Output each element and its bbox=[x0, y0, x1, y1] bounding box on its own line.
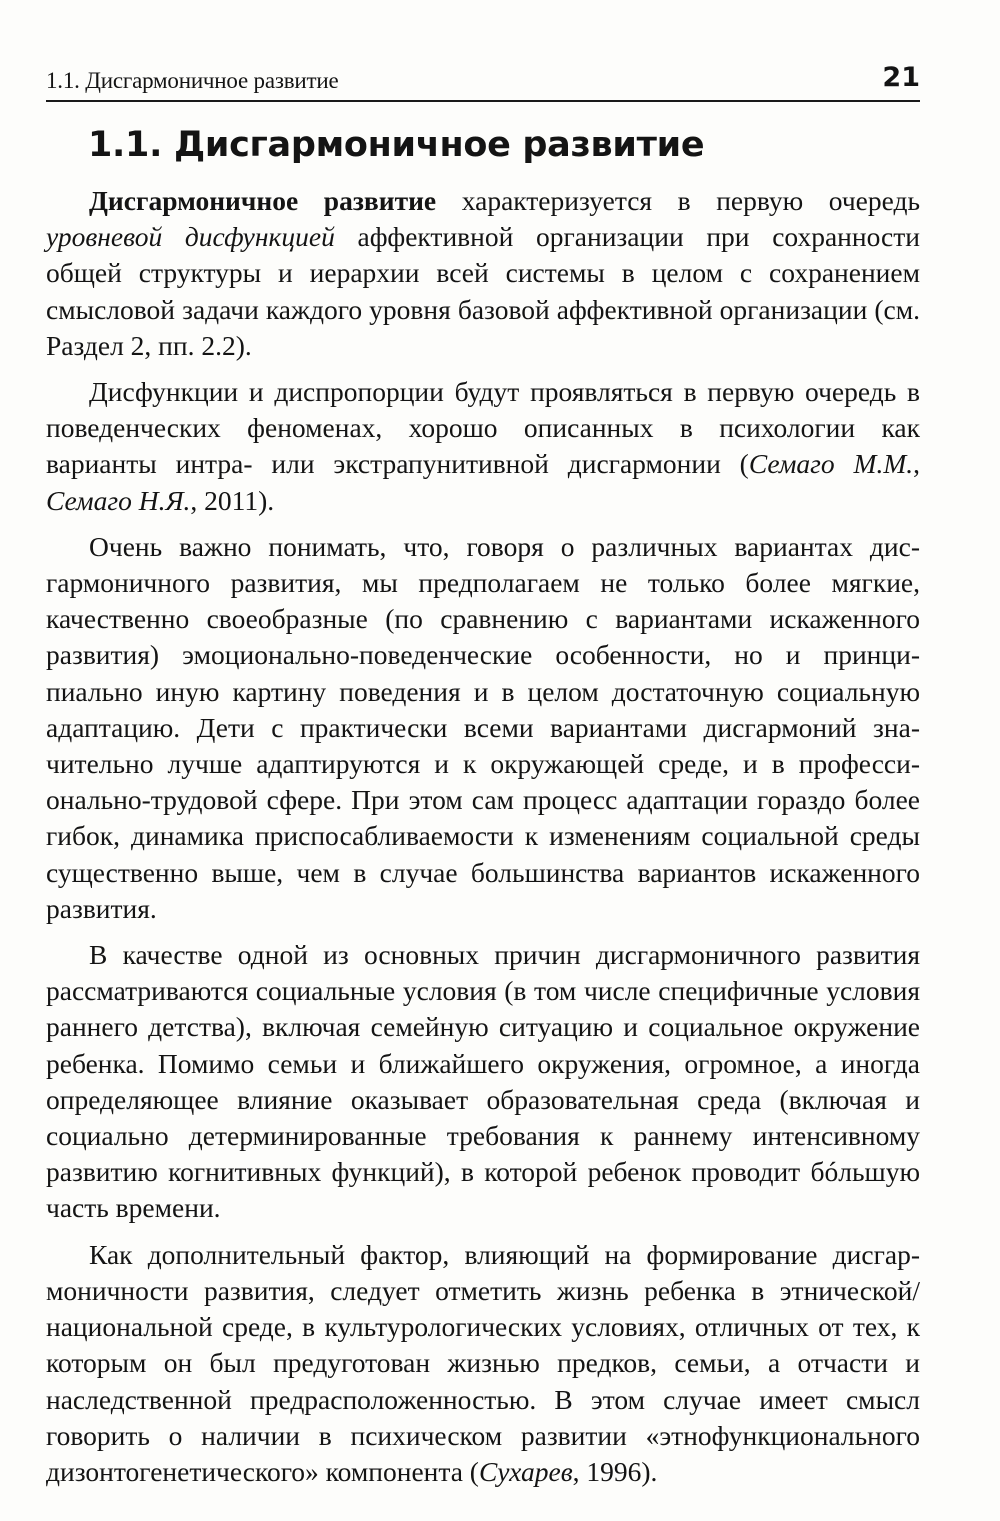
paragraph-3: Очень важно понимать, что, говоря о различных вариантах дисгармоничного развития, мы предполагаем не только более мягкие, качественно своеобразные (по сравнению с вариантами искаженного развития) эмоционально-поведенческие особенности, но и принципиально иную картину поведения и в целом достаточную социальную адаптацию. Дети с практически всеми вариантами дисгармоний значительно лучше адаптируются и к окружающей среде, и в профессионально-трудовой сфере. При этом сам процесс адаптации гораздо более гибок, динамика приспосабливаемости к изменениям социальной среды существенно выше, чем в случае большинства вариантов искаженного развития. bbox=[46, 530, 920, 924]
paragraph-4: В качестве одной из основных причин дисгармоничного развития рассматриваются социальные условия (в том числе специфичные условия раннего детства), включая семейную ситуацию и социальное окружение ребенка. Помимо семьи и ближайшего окружения, огромное, а иногда определяющее влияние оказывает образовательная среда (включая и социально детерминированные требования к раннему интенсивному развитию когнитивных функций), в которой ребенок проводит бóльшую часть времени. bbox=[46, 939, 920, 1224]
paragraph-1-text-b: аффективной организации при сохранности общей структуры и иерархии всей системы в целом с сохранением смысловой задачи каждого уровня базовой аффективной организации (см. Раздел 2, пп. 2.2). bbox=[46, 221, 920, 361]
running-header bbox=[46, 62, 920, 102]
paragraph-1 bbox=[46, 183, 920, 364]
paragraph-5-text-a: Как дополнительный фактор, влияющий на формирование дисгармоничности развития, следует отметить жизнь ребенка в этнической/национальной среде, в культурологических условиях, отличных от тех, к которым он был предуготован жизнью предков, семьи, а отчасти и наследственной предрасположенностью. В этом случае имеет смысл говорить о наличии в психическом развитии «этнофункционального дизонтогенетического» компонента ( bbox=[46, 1238, 920, 1487]
term-italic: уровневой дисфункцией bbox=[46, 221, 335, 253]
citation-author-1: Семаго М.М. bbox=[748, 448, 914, 480]
paragraph-5-text-b: , 1996). bbox=[572, 1455, 658, 1487]
paragraph-1-text-a: характеризуется в первую очередь bbox=[436, 185, 920, 216]
paragraph-2-text-b: , bbox=[913, 448, 920, 480]
citation-author-2: Семаго Н.Я. bbox=[46, 484, 191, 516]
running-title: 1.1. Дисгармоничное развитие bbox=[46, 68, 339, 93]
body-text bbox=[46, 183, 920, 1490]
paragraph-5 bbox=[46, 1237, 920, 1490]
paragraph-2-text-a: Дисфункции и диспропорции будут проявляться в первую очередь в поведенческих феноменах, хорошо описанных в психологии как варианты интра- или экстрапунитивной дисгармонии ( bbox=[46, 376, 920, 480]
paragraph-2 bbox=[46, 374, 920, 519]
citation-author-3: Сухарев bbox=[478, 1455, 573, 1487]
paragraph-2-text-c: , 2011). bbox=[190, 484, 275, 516]
section-heading: 1.1. Дисгармоничное развитие bbox=[88, 125, 705, 165]
term-bold: Дисгармоничное развитие bbox=[89, 185, 437, 216]
page-number: 21 bbox=[882, 62, 920, 93]
